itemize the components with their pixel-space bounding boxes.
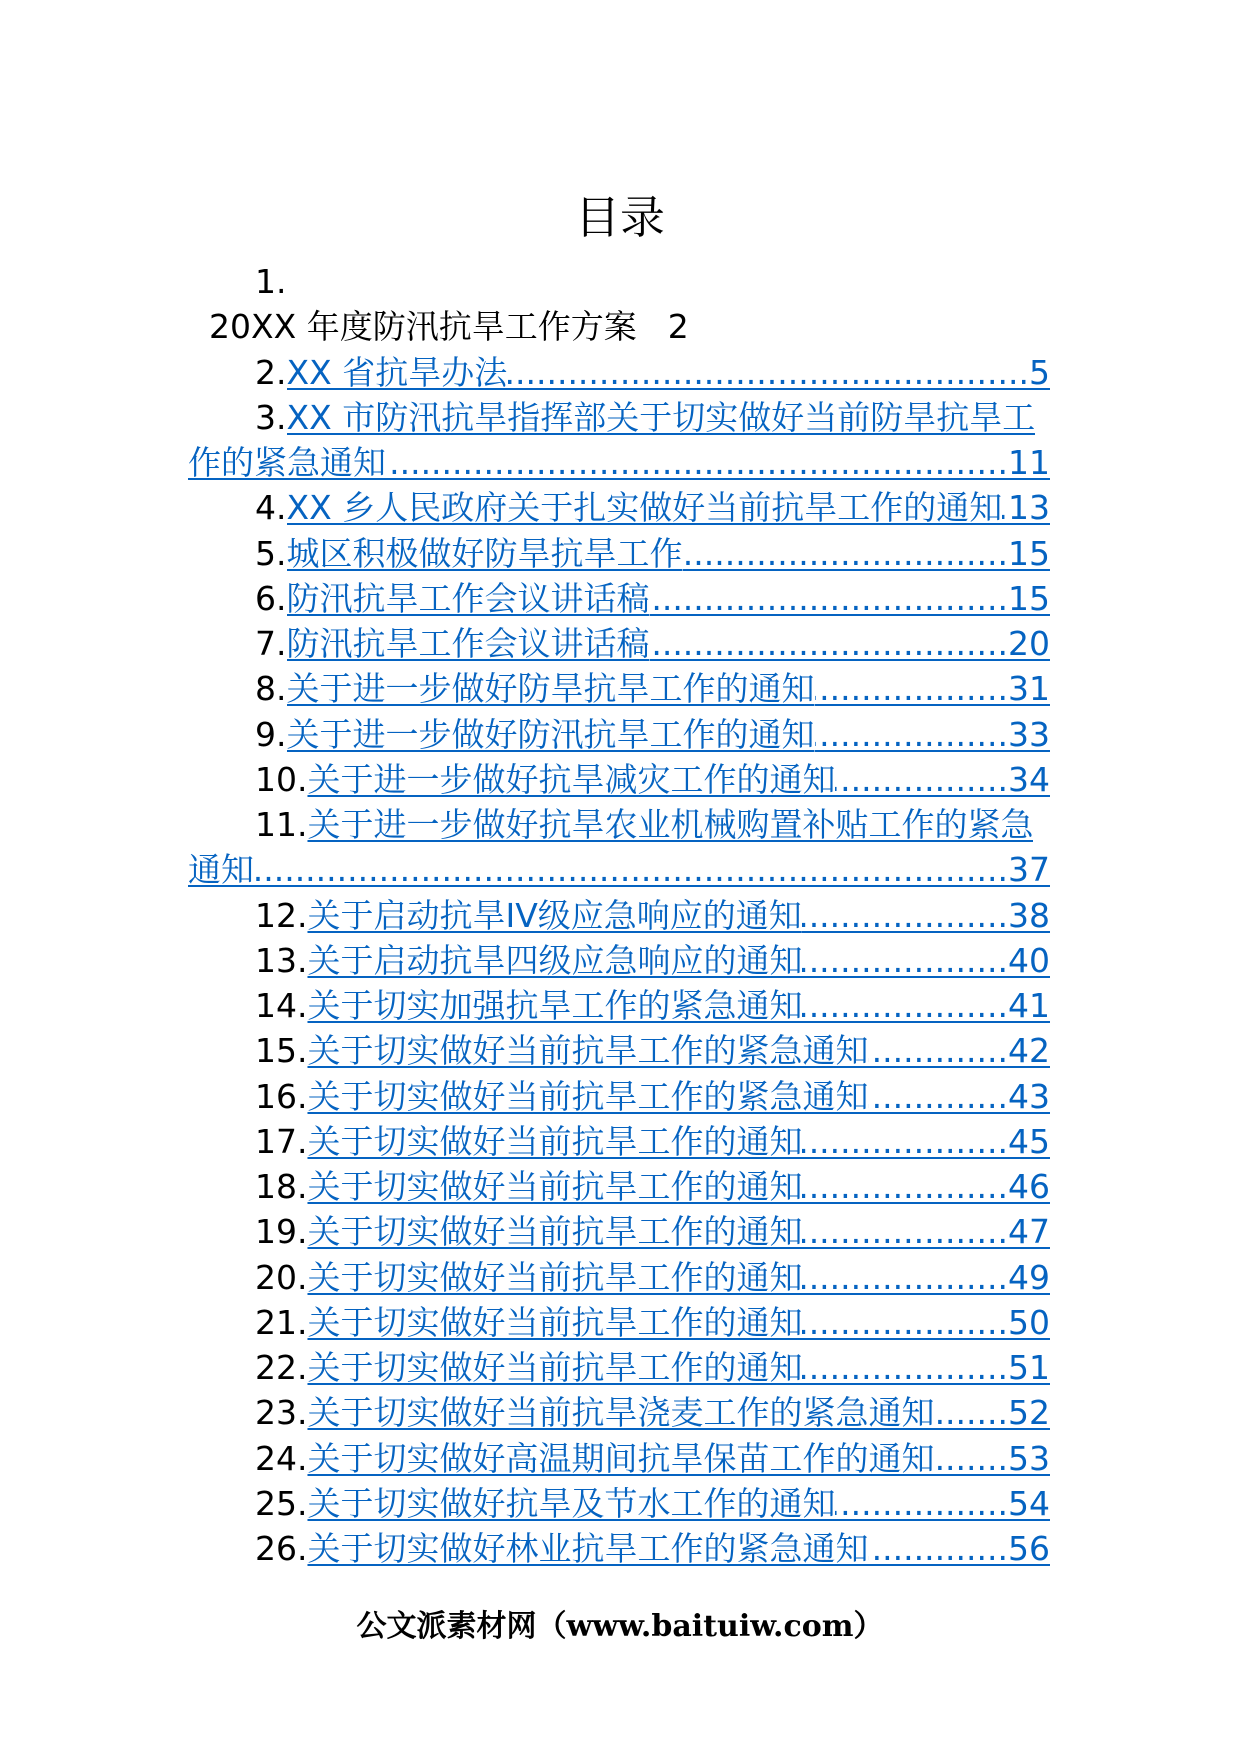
toc-dot-leader[interactable] bbox=[683, 531, 1009, 576]
toc-entry-line bbox=[188, 757, 1050, 802]
toc-dot-leader[interactable] bbox=[868, 1074, 1008, 1119]
toc-entry-number: 19. bbox=[255, 1212, 308, 1252]
toc-entry-title[interactable]: 通知 bbox=[188, 850, 254, 890]
toc-entry-number: 17. bbox=[255, 1121, 308, 1161]
toc-entry-page[interactable]: 52 bbox=[1008, 1393, 1050, 1433]
toc-entry-title[interactable]: 关于切实做好林业抗旱工作的紧急通知 bbox=[307, 1529, 869, 1568]
toc-entry-page[interactable]: 33 bbox=[1008, 714, 1050, 754]
toc-entry-page[interactable]: 49 bbox=[1008, 1257, 1050, 1297]
toc-entry-link[interactable] bbox=[287, 395, 1051, 440]
toc-dot-leader[interactable] bbox=[386, 440, 1008, 485]
toc-entry-number: 21. bbox=[255, 1302, 308, 1342]
toc-entry-title[interactable]: 关于切实做好高温期间抗旱保苗工作的通知 bbox=[307, 1438, 935, 1478]
toc-entry-title[interactable]: 关于切实做好当前抗旱工作的通知 bbox=[307, 1121, 803, 1161]
toc-dot-leader[interactable] bbox=[934, 1436, 1008, 1481]
toc-entry-page[interactable]: 46 bbox=[1008, 1167, 1050, 1206]
toc-entry-line bbox=[188, 1300, 1050, 1345]
toc-entry-title[interactable]: XX 市防汛抗旱指挥部关于切实做好当前防旱抗旱工 bbox=[286, 397, 1036, 437]
toc-entry-title[interactable]: 关于进一步做好防旱抗旱工作的通知 bbox=[286, 669, 815, 709]
toc-entry-line bbox=[188, 1074, 1050, 1119]
toc-entry-number: 5. bbox=[255, 533, 287, 573]
toc-list bbox=[188, 259, 1050, 1571]
toc-dot-leader[interactable] bbox=[802, 893, 1008, 938]
toc-entry-number: 4. bbox=[255, 488, 287, 528]
toc-dot-leader[interactable] bbox=[802, 983, 1008, 1028]
toc-entry-link[interactable] bbox=[307, 1526, 1050, 1571]
toc-entry-link[interactable] bbox=[307, 1345, 1050, 1390]
toc-entry-number: 9. bbox=[255, 714, 287, 754]
toc-entry-title[interactable]: 关于切实加强抗旱工作的紧急通知 bbox=[307, 986, 803, 1025]
toc-entry-line bbox=[188, 531, 1050, 576]
toc-entry-page[interactable]: 41 bbox=[1008, 986, 1050, 1025]
toc-entry-line bbox=[188, 1526, 1050, 1571]
toc-entry-link[interactable] bbox=[287, 666, 1051, 711]
toc-entry-link[interactable] bbox=[287, 485, 1051, 530]
toc-entry-line bbox=[188, 621, 1050, 666]
toc-entry-title[interactable]: 关于切实做好当前抗旱工作的通知 bbox=[307, 1167, 803, 1206]
toc-entry-title[interactable]: XX 乡人民政府关于扎实做好当前抗旱工作的通知 bbox=[286, 488, 1003, 528]
toc-entry-page[interactable]: 11 bbox=[1008, 443, 1050, 482]
toc-entry-number: 1. bbox=[255, 262, 287, 301]
toc-entry-link[interactable] bbox=[307, 1481, 1050, 1526]
toc-entry-number: 8. bbox=[255, 669, 287, 709]
toc-entry-link[interactable] bbox=[307, 802, 1050, 847]
toc-entry-number: 14. bbox=[255, 986, 308, 1025]
toc-entry-title[interactable]: 关于切实做好当前抗旱工作的通知 bbox=[307, 1302, 803, 1342]
toc-entry-line bbox=[188, 576, 1050, 621]
toc-dot-leader[interactable] bbox=[802, 1119, 1008, 1164]
toc-entry-link[interactable] bbox=[307, 757, 1050, 802]
toc-entry-number: 24. bbox=[255, 1438, 308, 1478]
toc-entry-link[interactable] bbox=[287, 531, 1051, 576]
toc-entry-page[interactable]: 38 bbox=[1008, 895, 1050, 935]
toc-entry-title[interactable]: 防汛抗旱工作会议讲话稿 bbox=[286, 578, 650, 618]
toc-entry-line bbox=[188, 1209, 1050, 1254]
toc-entry-title[interactable]: 城区积极做好防旱抗旱工作 bbox=[286, 533, 683, 573]
toc-dot-leader[interactable] bbox=[868, 1526, 1008, 1571]
toc-entry-page[interactable]: 54 bbox=[1008, 1483, 1050, 1523]
toc-entry-link[interactable] bbox=[307, 1255, 1050, 1300]
toc-entry-title[interactable]: 关于进一步做好抗旱农业机械购置补贴工作的紧急 bbox=[307, 805, 1034, 844]
toc-entry-number: 15. bbox=[255, 1031, 308, 1071]
toc-entry-page[interactable]: 51 bbox=[1008, 1348, 1050, 1387]
toc-entry-title: 20XX 年度防汛抗旱工作方案 bbox=[209, 307, 637, 347]
toc-entry-number: 12. bbox=[255, 895, 308, 935]
toc-entry-line bbox=[188, 1164, 1050, 1209]
toc-entry-line bbox=[188, 304, 1050, 349]
toc-entry-title[interactable]: 关于切实做好当前抗旱浇麦工作的紧急通知 bbox=[307, 1393, 935, 1433]
toc-entry-link[interactable] bbox=[307, 1209, 1050, 1254]
toc-entry-title[interactable]: 关于切实做好当前抗旱工作的通知 bbox=[307, 1212, 803, 1252]
toc-entry-line bbox=[188, 893, 1050, 938]
toc-entry-line bbox=[188, 712, 1050, 757]
toc-entry-number: 10. bbox=[255, 759, 308, 799]
toc-entry-link[interactable] bbox=[307, 1390, 1050, 1435]
toc-entry-link[interactable] bbox=[188, 440, 1050, 485]
toc-dot-leader[interactable] bbox=[650, 621, 1009, 666]
toc-dot-leader[interactable] bbox=[815, 712, 1009, 757]
toc-entry-number: 2. bbox=[255, 352, 287, 392]
toc-entry-link[interactable] bbox=[307, 983, 1050, 1028]
toc-entry-page[interactable]: 56 bbox=[1008, 1529, 1050, 1568]
toc-entry-title[interactable]: 关于切实做好当前抗旱工作的紧急通知 bbox=[307, 1076, 869, 1116]
toc-entry-link[interactable] bbox=[287, 621, 1051, 666]
toc-entry-title[interactable]: XX 省抗旱办法 bbox=[286, 352, 508, 392]
toc-entry-line bbox=[188, 259, 1050, 304]
toc-entry-title[interactable]: 关于切实做好抗旱及节水工作的通知 bbox=[307, 1483, 836, 1523]
toc-entry-number: 13. bbox=[255, 940, 308, 980]
toc-entry-line bbox=[188, 938, 1050, 983]
toc-entry-page[interactable]: 43 bbox=[1008, 1076, 1050, 1116]
toc-entry-title[interactable]: 作的紧急通知 bbox=[188, 443, 386, 482]
toc-entry-line bbox=[188, 440, 1050, 485]
toc-entry-line bbox=[188, 1345, 1050, 1390]
toc-entry-link[interactable] bbox=[307, 1300, 1050, 1345]
toc-entry-line bbox=[188, 350, 1050, 395]
toc-entry-page[interactable]: 13 bbox=[1008, 488, 1050, 528]
toc-entry-page[interactable]: 53 bbox=[1008, 1438, 1050, 1478]
toc-entry-title[interactable]: 防汛抗旱工作会议讲话稿 bbox=[286, 624, 650, 663]
toc-dot-leader[interactable] bbox=[802, 1164, 1008, 1209]
toc-entry-line bbox=[188, 1390, 1050, 1435]
toc-entry-line bbox=[188, 395, 1050, 440]
page-title: 目录 bbox=[574, 191, 665, 244]
toc-entry-page[interactable]: 34 bbox=[1008, 759, 1050, 799]
toc-entry-line bbox=[188, 1481, 1050, 1526]
toc-dot-leader[interactable] bbox=[802, 1209, 1008, 1254]
toc-entry-link[interactable] bbox=[307, 1164, 1050, 1209]
toc-entry-title[interactable]: 关于启动抗旱IV级应急响应的通知 bbox=[307, 895, 802, 935]
toc-entry-page[interactable]: 40 bbox=[1008, 940, 1050, 980]
toc-entry-page[interactable]: 45 bbox=[1008, 1121, 1050, 1161]
toc-entry-line bbox=[188, 1255, 1050, 1300]
toc-entry-title[interactable]: 关于进一步做好抗旱减灾工作的通知 bbox=[307, 759, 836, 799]
toc-entry-line bbox=[188, 847, 1050, 892]
toc-entry-line bbox=[188, 1028, 1050, 1073]
toc-dot-leader[interactable] bbox=[254, 847, 1008, 892]
toc-entry-number: 11. bbox=[255, 805, 308, 844]
toc-entry-page: 2 bbox=[667, 307, 689, 347]
toc-entry-link[interactable] bbox=[307, 893, 1050, 938]
toc-entry-title[interactable]: 关于切实做好当前抗旱工作的紧急通知 bbox=[307, 1031, 869, 1071]
toc-dot-leader[interactable] bbox=[835, 757, 1008, 802]
toc-entry-number: 3. bbox=[255, 397, 287, 437]
toc-entry-page[interactable]: 37 bbox=[1008, 850, 1050, 890]
toc-entry-line bbox=[188, 1436, 1050, 1481]
toc-entry-number: 25. bbox=[255, 1483, 308, 1523]
toc-entry-link[interactable] bbox=[287, 350, 1051, 395]
toc-dot-leader[interactable] bbox=[507, 350, 1029, 395]
toc-dot-leader[interactable] bbox=[650, 576, 1009, 621]
toc-entry-line bbox=[188, 1119, 1050, 1164]
toc-entry-link[interactable] bbox=[307, 1028, 1050, 1073]
toc-entry-number: 18. bbox=[255, 1167, 308, 1206]
toc-entry-title[interactable]: 关于切实做好当前抗旱工作的通知 bbox=[307, 1348, 803, 1387]
toc-entry-page[interactable]: 20 bbox=[1008, 624, 1050, 663]
toc-entry-number: 6. bbox=[255, 578, 287, 618]
toc-entry-link[interactable] bbox=[287, 712, 1051, 757]
toc-entry-title[interactable]: 关于进一步做好防汛抗旱工作的通知 bbox=[286, 714, 815, 754]
toc-entry-title[interactable]: 关于启动抗旱四级应急响应的通知 bbox=[307, 940, 803, 980]
toc-dot-leader[interactable] bbox=[802, 938, 1008, 983]
toc-entry-link[interactable] bbox=[307, 1436, 1050, 1481]
toc-entry-line bbox=[188, 802, 1050, 847]
toc-entry-link[interactable] bbox=[287, 576, 1051, 621]
toc-dot-leader[interactable] bbox=[802, 1300, 1008, 1345]
toc-dot-leader[interactable] bbox=[835, 1481, 1008, 1526]
toc-dot-leader[interactable] bbox=[868, 1028, 1008, 1073]
toc-entry-link[interactable] bbox=[307, 1119, 1050, 1164]
toc-entry-page[interactable]: 31 bbox=[1008, 669, 1050, 709]
toc-entry-page[interactable]: 15 bbox=[1008, 578, 1050, 618]
toc-dot-leader[interactable] bbox=[802, 1255, 1008, 1300]
toc-entry-number: 23. bbox=[255, 1393, 308, 1433]
toc-entry-link[interactable] bbox=[188, 847, 1050, 892]
toc-entry-link[interactable] bbox=[307, 1074, 1050, 1119]
toc-entry-page[interactable]: 50 bbox=[1008, 1302, 1050, 1342]
toc-entry-title[interactable]: 关于切实做好当前抗旱工作的通知 bbox=[307, 1257, 803, 1297]
toc-entry-number: 26. bbox=[255, 1529, 308, 1568]
toc-entry-page[interactable]: 15 bbox=[1008, 533, 1050, 573]
toc-entry-page[interactable]: 5 bbox=[1029, 352, 1050, 392]
toc-entry-page[interactable]: 47 bbox=[1008, 1212, 1050, 1252]
footer-source: 公文派素材网（www.baituiw.com） bbox=[356, 1609, 884, 1644]
toc-entry-number: 20. bbox=[255, 1257, 308, 1297]
toc-entry-link[interactable] bbox=[307, 938, 1050, 983]
toc-entry-number: 22. bbox=[255, 1348, 308, 1387]
toc-entry-line bbox=[188, 485, 1050, 530]
toc-entry-number: 7. bbox=[255, 624, 287, 663]
toc-entry-page[interactable]: 42 bbox=[1008, 1031, 1050, 1071]
toc-entry-line bbox=[188, 666, 1050, 711]
toc-entry-line bbox=[188, 983, 1050, 1028]
toc-dot-leader[interactable] bbox=[802, 1345, 1008, 1390]
toc-entry-number: 16. bbox=[255, 1076, 308, 1116]
toc-dot-leader[interactable] bbox=[815, 666, 1009, 711]
toc-dot-leader[interactable] bbox=[934, 1390, 1008, 1435]
